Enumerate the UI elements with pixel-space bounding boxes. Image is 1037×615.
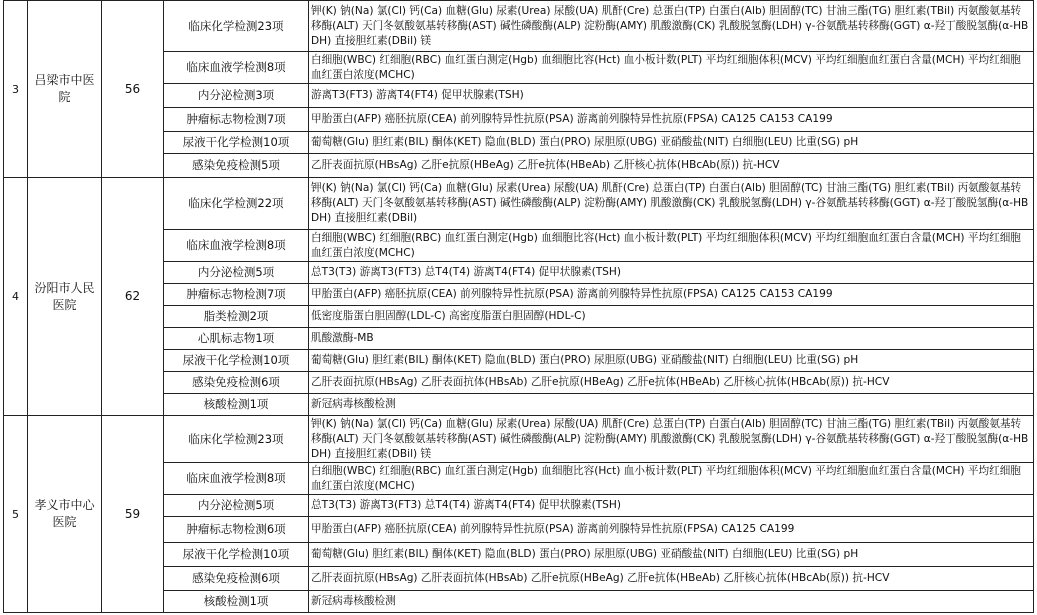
test-items: 新冠病毒核酸检测 — [309, 591, 1034, 613]
test-category: 临床血液学检测8项 — [164, 230, 309, 262]
test-category: 尿液干化学检测10项 — [164, 350, 309, 372]
test-category: 临床血液学检测8项 — [164, 52, 309, 84]
test-items: 葡萄糖(Glu) 胆红素(BIL) 酮体(KET) 隐血(BLD) 蛋白(PRO) 尿胆原(UBG) 亚硝酸盐(NIT) 白细胞(LEU) 比重(SG) pH — [309, 132, 1034, 154]
test-items: 乙肝表面抗原(HBsAg) 乙肝表面抗体(HBsAb) 乙肝e抗原(HBeAg) 乙肝e抗体(HBeAb) 乙肝核心抗体(HBcAb(原)) 抗-HCV — [309, 372, 1034, 394]
hospital-name: 吕梁市中医院 — [28, 1, 102, 178]
test-items: 甲胎蛋白(AFP) 癌胚抗原(CEA) 前列腺特异性抗原(PSA) 游离前列腺特异性抗原(FPSA) CA125 CA199 — [309, 517, 1034, 543]
test-items: 白细胞(WBC) 红细胞(RBC) 血红蛋白测定(Hgb) 血细胞比容(Hct) 血小板计数(PLT) 平均红细胞体积(MCV) 平均红细胞血红蛋白含量(MCH) 平均红细胞血红蛋白浓度(MCHC) — [309, 52, 1034, 84]
test-items: 低密度脂蛋白胆固醇(LDL-C) 高密度脂蛋白胆固醇(HDL-C) — [309, 306, 1034, 328]
test-items: 甲胎蛋白(AFP) 癌胚抗原(CEA) 前列腺特异性抗原(PSA) 游离前列腺特异性抗原(FPSA) CA125 CA153 CA199 — [309, 284, 1034, 306]
test-category: 脂类检测2项 — [164, 306, 309, 328]
test-items: 肌酸激酶-MB — [309, 328, 1034, 350]
test-category: 内分泌检测3项 — [164, 84, 309, 108]
test-category: 内分泌检测5项 — [164, 262, 309, 284]
hospital-test-table — [3, 0, 1034, 613]
test-category: 感染免疫检测6项 — [164, 372, 309, 394]
table-row — [4, 1, 1034, 52]
test-items: 葡萄糖(Glu) 胆红素(BIL) 酮体(KET) 隐血(BLD) 蛋白(PRO) 尿胆原(UBG) 亚硝酸盐(NIT) 白细胞(LEU) 比重(SG) pH — [309, 350, 1034, 372]
test-items: 甲胎蛋白(AFP) 癌胚抗原(CEA) 前列腺特异性抗原(PSA) 游离前列腺特异性抗原(FPSA) CA125 CA153 CA199 — [309, 108, 1034, 132]
test-items: 新冠病毒核酸检测 — [309, 394, 1034, 416]
hospital-name: 孝义市中心医院 — [28, 416, 102, 613]
table-row — [4, 416, 1034, 463]
test-category: 核酸检测1项 — [164, 591, 309, 613]
test-category: 感染免疫检测6项 — [164, 567, 309, 591]
row-index: 3 — [4, 1, 28, 178]
test-items: 葡萄糖(Glu) 胆红素(BIL) 酮体(KET) 隐血(BLD) 蛋白(PRO) 尿胆原(UBG) 亚硝酸盐(NIT) 白细胞(LEU) 比重(SG) pH — [309, 543, 1034, 567]
test-items: 总T3(T3) 游离T3(FT3) 总T4(T4) 游离T4(FT4) 促甲状腺素(TSH) — [309, 495, 1034, 517]
row-index: 5 — [4, 416, 28, 613]
test-category: 感染免疫检测5项 — [164, 154, 309, 178]
test-items: 白细胞(WBC) 红细胞(RBC) 血红蛋白测定(Hgb) 血细胞比容(Hct) 血小板计数(PLT) 平均红细胞体积(MCV) 平均红细胞血红蛋白含量(MCH) 平均红细胞血红蛋白浓度(MCHC) — [309, 463, 1034, 495]
test-items: 乙肝表面抗原(HBsAg) 乙肝e抗原(HBeAg) 乙肝e抗体(HBeAb) 乙肝核心抗体(HBcAb(原)) 抗-HCV — [309, 154, 1034, 178]
test-category: 内分泌检测5项 — [164, 495, 309, 517]
test-category: 肿瘤标志物检测7项 — [164, 284, 309, 306]
test-category: 心肌标志物1项 — [164, 328, 309, 350]
test-category: 临床化学检测23项 — [164, 1, 309, 52]
test-category: 临床血液学检测8项 — [164, 463, 309, 495]
test-category: 尿液干化学检测10项 — [164, 132, 309, 154]
test-count: 56 — [102, 1, 164, 178]
test-items: 白细胞(WBC) 红细胞(RBC) 血红蛋白测定(Hgb) 血细胞比容(Hct) 血小板计数(PLT) 平均红细胞体积(MCV) 平均红细胞血红蛋白含量(MCH) 平均红细胞血红蛋白浓度(MCHC) — [309, 230, 1034, 262]
test-items: 钾(K) 钠(Na) 氯(Cl) 钙(Ca) 血糖(Glu) 尿素(Urea) 尿酸(UA) 肌酐(Cre) 总蛋白(TP) 白蛋白(Alb) 胆固醇(TC) 甘油三酯(TG) 胆红素(TBil) 丙氨酸氨基转移酶(ALT) 天门冬氨酸氨基转移酶(AST) 碱性磷酸酶(ALP) 淀粉酶(AMY) 肌酸激酶(CK) 乳酸脱氢酶(LDH) γ-谷氨酰基转移酶(GGT) α-羟丁酸脱氢酶(α-HBDH) 直接胆红素(DBil) — [309, 178, 1034, 230]
test-category: 临床化学检测22项 — [164, 178, 309, 230]
test-category: 临床化学检测23项 — [164, 416, 309, 463]
test-items: 钾(K) 钠(Na) 氯(Cl) 钙(Ca) 血糖(Glu) 尿素(Urea) 尿酸(UA) 肌酐(Cre) 总蛋白(TP) 白蛋白(Alb) 胆固醇(TC) 甘油三酯(TG) 胆红素(TBil) 丙氨酸氨基转移酶(ALT) 天门冬氨酸氨基转移酶(AST) 碱性磷酸酶(ALP) 淀粉酶(AMY) 肌酸激酶(CK) 乳酸脱氢酶(LDH) γ-谷氨酰基转移酶(GGT) α-羟丁酸脱氢酶(α-HBDH) 直接胆红素(DBil) 镁 — [309, 1, 1034, 52]
test-items: 总T3(T3) 游离T3(FT3) 总T4(T4) 游离T4(FT4) 促甲状腺素(TSH) — [309, 262, 1034, 284]
test-category: 核酸检测1项 — [164, 394, 309, 416]
test-count: 62 — [102, 178, 164, 416]
row-index: 4 — [4, 178, 28, 416]
test-category: 尿液干化学检测10项 — [164, 543, 309, 567]
test-items: 钾(K) 钠(Na) 氯(Cl) 钙(Ca) 血糖(Glu) 尿素(Urea) 尿酸(UA) 肌酐(Cre) 总蛋白(TP) 白蛋白(Alb) 胆固醇(TC) 甘油三酯(TG) 胆红素(TBil) 丙氨酸氨基转移酶(ALT) 天门冬氨酸氨基转移酶(AST) 碱性磷酸酶(ALP) 淀粉酶(AMY) 肌酸激酶(CK) 乳酸脱氢酶(LDH) γ-谷氨酰基转移酶(GGT) α-羟丁酸脱氢酶(α-HBDH) 直接胆红素(DBil) 镁 — [309, 416, 1034, 463]
hospital-name: 汾阳市人民医院 — [28, 178, 102, 416]
test-items: 游离T3(FT3) 游离T4(FT4) 促甲状腺素(TSH) — [309, 84, 1034, 108]
test-category: 肿瘤标志物检测7项 — [164, 108, 309, 132]
test-count: 59 — [102, 416, 164, 613]
test-category: 肿瘤标志物检测6项 — [164, 517, 309, 543]
test-items: 乙肝表面抗原(HBsAg) 乙肝表面抗体(HBsAb) 乙肝e抗原(HBeAg) 乙肝e抗体(HBeAb) 乙肝核心抗体(HBcAb(原)) 抗-HCV — [309, 567, 1034, 591]
table-row — [4, 178, 1034, 230]
